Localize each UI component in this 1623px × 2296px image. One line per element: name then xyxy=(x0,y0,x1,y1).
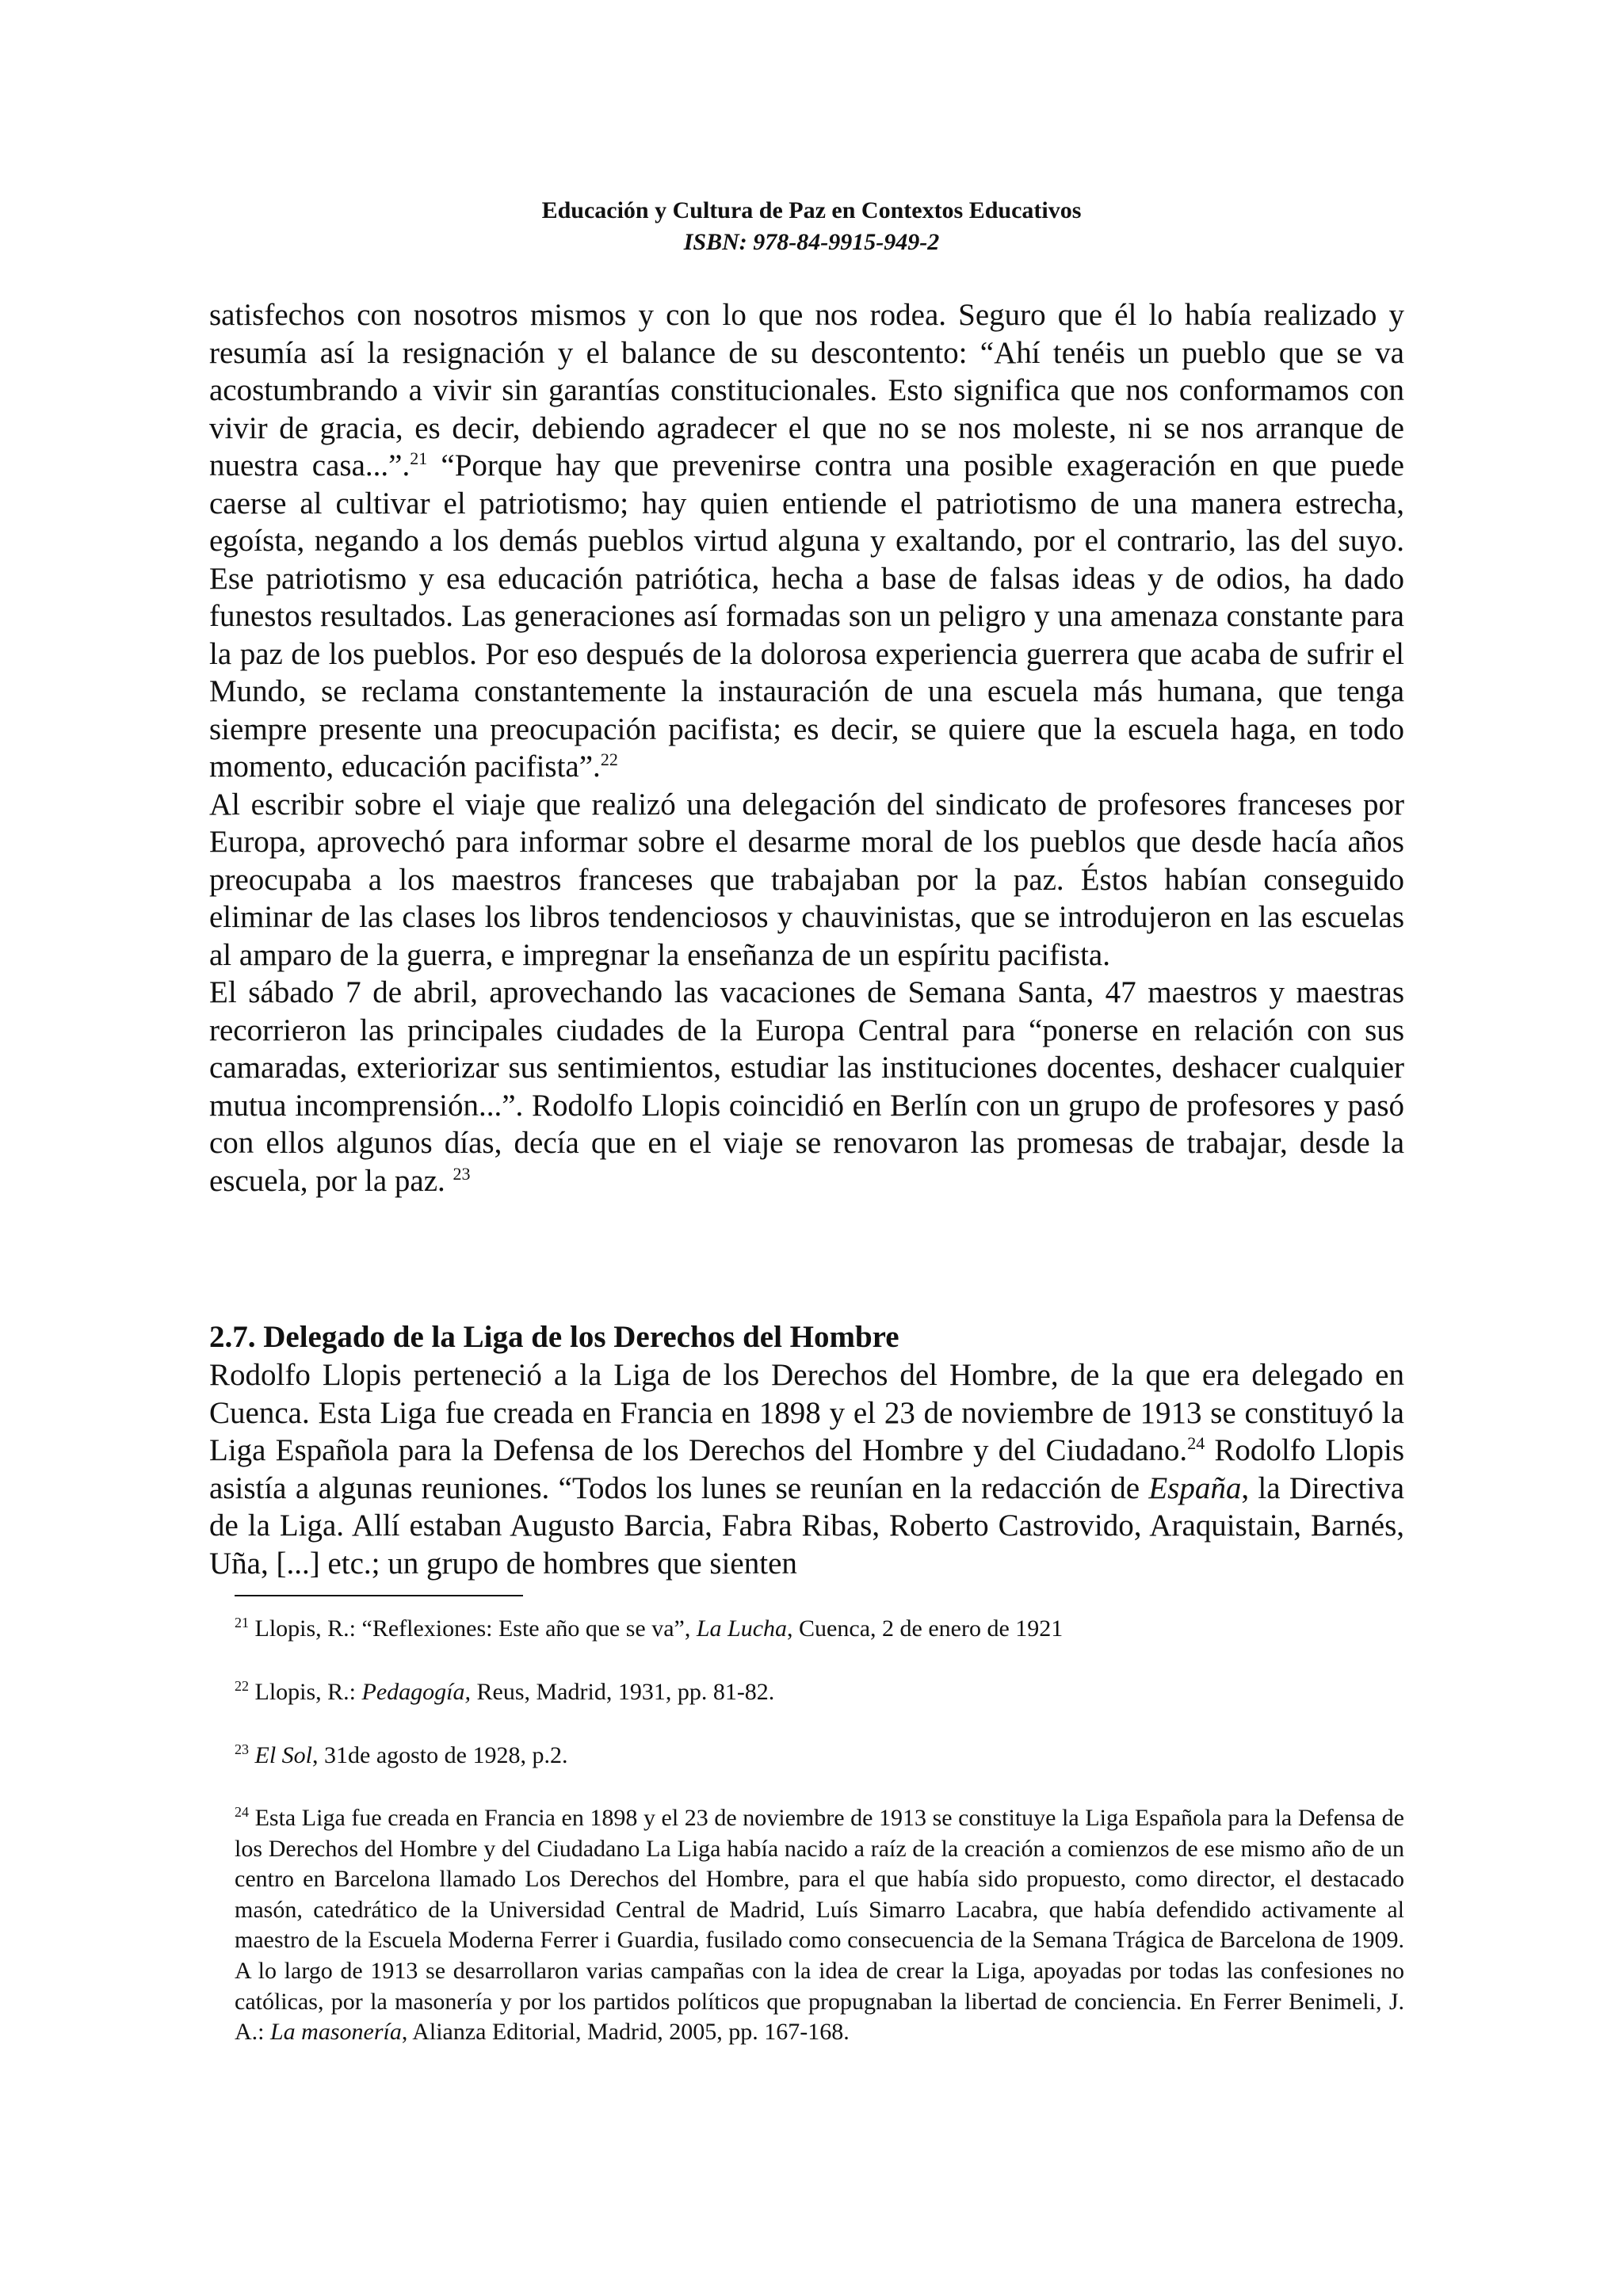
footnote-22-text-b: Reus, Madrid, 1931, pp. 81-82. xyxy=(471,1679,775,1705)
footnote-22-text-a: Llopis, R.: xyxy=(249,1679,362,1705)
footnote-24-text-a: Esta Liga fue creada en Francia en 1898 y el 23 de noviembre de 1913 se constituye la Liga Española para la Defensa de los Derechos del Hombre y del Ciudadano La Liga había nacido a raíz de la creación a comienzos de ese mismo año de un centro en Barcelona llamado Los Derechos del Hombre, para el que había sido propuesto, como director, el destacado masón, catedrático de la Universidad Central de Madrid, Luís Simarro Lacabra, que había defendido activamente al maestro de la Escuela Moderna Ferrer i Guardia, fusilado como consecuencia de la Semana Trágica de Barcelona de 1909. A lo largo de 1913 se desarrollaron varias campañas con la idea de crear la Liga, apoyadas por todas las confesiones no católicas, por la masonería y por los partidos políticos que propugnaban la libertad de conciencia. En Ferrer Benimeli, J. A.: xyxy=(235,1805,1404,2046)
footnote-22 xyxy=(235,1676,1404,1708)
paragraph-1-part-b: “Porque hay que prevenirse contra una posible exageración en que puede caerse al cultivar el patriotismo; hay quien entiende el patriotismo de una manera estrecha, egoísta, negando a los demás pueblos virtud alguna y exaltando, por el contrario, las del suyo. Ese patriotismo y esa educación patriótica, hecha a base de falsas ideas y de odios, ha dado funestos resultados. Las generaciones así formadas son un peligro y una amenaza constante para la paz de los pueblos. Por eso después de la dolorosa experiencia guerrera que acaba de sufrir el Mundo, se reclama constantemente la instauración de una escuela más humana, que tenga siempre presente una preocupación pacifista; es decir, se quiere que la escuela haga, en todo momento, educación pacifista”. xyxy=(209,448,1404,784)
paragraph-4 xyxy=(209,1356,1404,1582)
footnote-21-italic: La Lucha xyxy=(696,1615,788,1642)
paragraph-1-part-a: satisfechos con nosotros mismos y con lo que nos rodea. Seguro que él lo había realizado y resumía así la resignación y el balance de su descontento: “Ahí tenéis un pueblo que se va acostumbrando a vivir sin garantías constitucionales. Esto significa que nos conformamos con vivir de gracia, es decir, debiendo agradecer el que no se nos moleste, ni se nos arranque de nuestra casa...”. xyxy=(209,298,1404,482)
paragraph-4-italic: España xyxy=(1148,1470,1242,1505)
paragraph-1 xyxy=(209,296,1404,786)
footnote-23-number: 23 xyxy=(235,1741,249,1757)
footnote-21-number: 21 xyxy=(235,1615,249,1630)
paragraph-2: Al escribir sobre el viaje que realizó una delegación del sindicato de profesores franceses por Europa, aprovechó para informar sobre el desarme moral de los pueblos que desde hacía años preocupaba a los maestros franceses que trabajaban por la paz. Éstos habían conseguido eliminar de las clases los libros tendenciosos y chauvinistas, que se introdujeron en las escuelas al amparo de la guerra, e impregnar la enseñanza de un espíritu pacifista. xyxy=(209,787,1404,972)
footnote-24-italic: La masonería xyxy=(270,2019,402,2046)
footnote-23-text-b: , 31de agosto de 1928, p.2. xyxy=(312,1742,568,1768)
paragraph-4-part-c: , la Directiva de la Liga. Allí estaban Augusto Barcia, Fabra Ribas, Roberto Castrovido, Araquistain, Barnés, Uña, [...] etc.; un grupo de hombres que sienten xyxy=(209,1470,1404,1581)
body-text-lower xyxy=(209,1356,1404,1582)
footnote-ref-24[interactable]: 24 xyxy=(1187,1433,1205,1453)
paragraph-3-text: El sábado 7 de abril, aprovechando las vacaciones de Semana Santa, 47 maestros y maestras recorrieron las principales ciudades de la Europa Central para “ponerse en relación con sus camaradas, exteriorizar sus sentimientos, estudiar las instituciones docentes, deshacer cualquier mutua incomprensión...”. Rodolfo Llopis coincidió en Berlín con un grupo de profesores y pasó con ellos algunos días, decía que en el viaje se renovaron las promesas de trabajar, desde la escuela, por la paz. xyxy=(209,975,1404,1198)
footnote-21-text-a: Llopis, R.: “Reflexiones: Este año que se va”, xyxy=(249,1615,697,1642)
footnote-separator xyxy=(235,1595,523,1596)
footnote-24-text-b: , Alianza Editorial, Madrid, 2005, pp. 167-168. xyxy=(401,2019,850,2046)
footnote-23-text-a xyxy=(249,1742,255,1768)
footnote-21 xyxy=(235,1613,1404,1645)
footnote-ref-21[interactable]: 21 xyxy=(410,448,428,468)
footnote-23 xyxy=(235,1740,1404,1772)
footnote-24 xyxy=(235,1803,1404,2048)
footnote-22-number: 22 xyxy=(235,1678,249,1694)
footnote-24-number: 24 xyxy=(235,1804,249,1820)
paragraph-4-part-a: Rodolfo Llopis perteneció a la Liga de los Derechos del Hombre, de la que era delegado en Cuenca. Esta Liga fue creada en Francia en 1898 y el 23 de noviembre de 1913 se constituyó la Liga Española para la Defensa de los Derechos del Hombre y del Ciudadano. xyxy=(209,1358,1404,1467)
footnote-22-italic: Pedagogía, xyxy=(361,1679,471,1705)
body-text-upper xyxy=(209,296,1404,1199)
paragraph-3 xyxy=(209,974,1404,1199)
paragraph-4-part-b: Rodolfo Llopis asistía a algunas reuniones. “Todos los lunes se reunían en la redacción de xyxy=(209,1433,1405,1505)
footnote-ref-22[interactable]: 22 xyxy=(600,749,618,769)
footnote-23-italic: El Sol xyxy=(254,1742,312,1768)
header-title: Educación y Cultura de Paz en Contextos Educativos xyxy=(541,197,1082,223)
running-header xyxy=(0,195,1623,258)
section-heading: 2.7. Delegado de la Liga de los Derechos del Hombre xyxy=(209,1320,899,1354)
header-isbn: ISBN: 978-84-9915-949-2 xyxy=(683,229,940,255)
footnote-21-text-b: , Cuenca, 2 de enero de 1921 xyxy=(787,1615,1064,1642)
footnote-ref-23[interactable]: 23 xyxy=(453,1163,471,1184)
